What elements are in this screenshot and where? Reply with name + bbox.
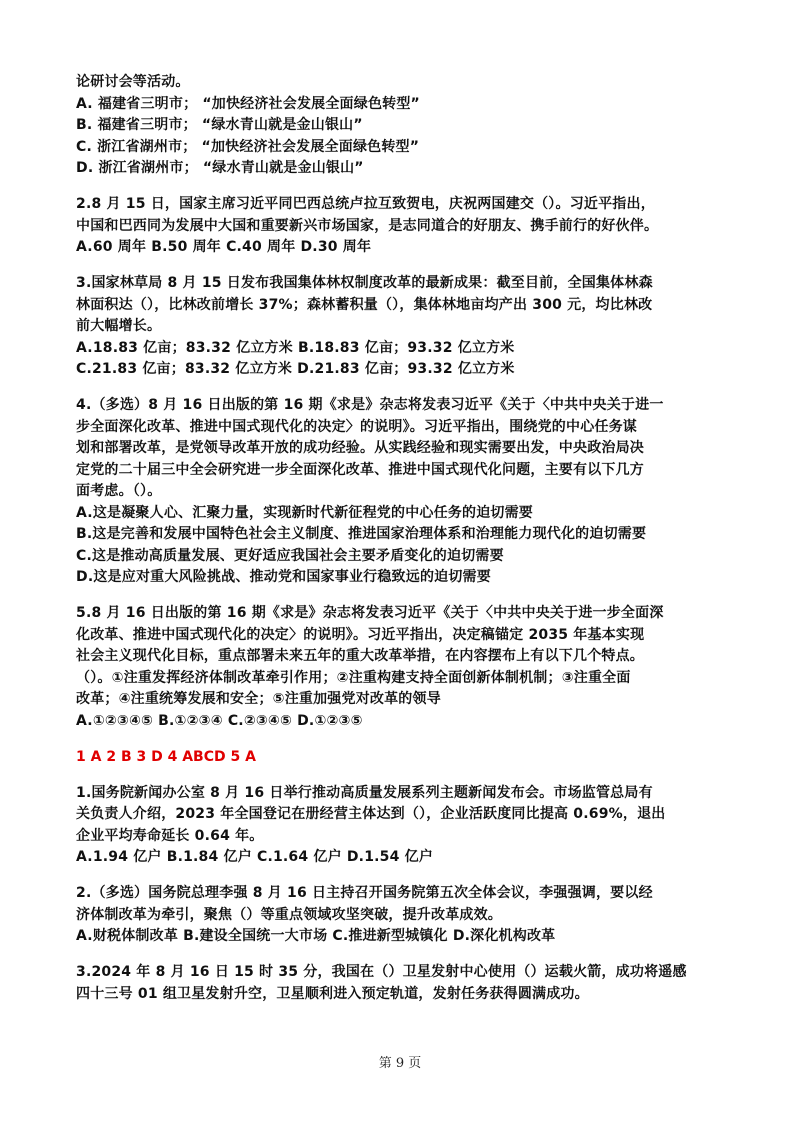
question-block (76, 603, 736, 732)
text-line: 中国和巴西同为发展中大国和重要新兴市场国家，是志同道合的好朋友、携手前行的好伙伴。 (76, 217, 659, 234)
block-spacer (76, 948, 736, 963)
question-block (76, 273, 736, 381)
text-line: 改革；④注重统筹发展和安全；⑤注重加强党对改革的领导 (76, 691, 441, 707)
answer-line: 1 A 2 B 3 D 4 ABCD 5 A (76, 748, 256, 765)
text-line: B.这是完善和发展中国特色社会主义制度、推进国家治理体系和治理能力现代化的迫切需要 (76, 526, 647, 542)
text-line: D. 浙江省湖州市； “绿水青山就是金山银山” (76, 160, 364, 176)
text-line: 1.国务院新闻办公室 8 月 16 日举行推动高质量发展系列主题新闻发布会。市场监管总局有 (76, 784, 653, 801)
page-footer: 第 9 页 (378, 1056, 422, 1071)
text-line: C.21.83 亿亩；83.32 亿立方米 D.21.83 亿亩；93.32 亿立方米 (76, 361, 515, 377)
text-line: A. 福建省三明市； “加快经济社会发展全面绿色转型” (76, 95, 420, 112)
question-block (76, 883, 736, 948)
text-line: A.这是凝聚人心、汇聚力量，实现新时代新征程党的中心任务的迫切需要 (76, 504, 534, 521)
text-line: 2.（多选）国务院总理李强 8 月 16 日主持召开国务院第五次全体会议，李强强调，要以经 (76, 885, 653, 901)
text-line: 定党的二十届三中全会研究进一步全面深化改革、推进中国式现代化问题，主要有以下几方 (76, 461, 644, 478)
text-line: 3.国家林草局 8 月 15 日发布我国集体林权制度改革的最新成果：截至目前，全国集体林森 (76, 275, 653, 291)
text-line: A.18.83 亿亩；83.32 亿立方米 B.18.83 亿亩；93.32 亿立方米 (76, 339, 515, 356)
question-block (76, 194, 736, 259)
text-line: （）。①注重发挥经济体制改革牵引作用；②注重构建支持全面创新体制机制；③注重全面 (76, 669, 631, 686)
answer-key (76, 747, 736, 769)
text-line: 林面积达（），比林改前增长 37%；森林蓄积量（），集体林地亩均产出 300 元，均比林改 (76, 296, 653, 313)
text-line: 划和部署改革，是党领导改革开放的成功经验。从实践经验和现实需要出发，中央政治局决 (76, 440, 644, 456)
block-spacer (76, 732, 736, 747)
text-line: 关负责人介绍，2023 年全国登记在册经营主体达到（），企业活跃度同比提高 0.69%，退出 (76, 806, 666, 822)
text-line: 论研讨会等活动。 (76, 74, 190, 90)
text-line: B. 福建省三明市； “绿水青山就是金山银山” (76, 117, 363, 133)
text-line: 济体制改革为牵引，聚焦（）等重点领域攻坚突破，提升改革成效。 (76, 906, 502, 923)
text-line: 步全面深化改革、推进中国式现代化的决定〉的说明》。习近平指出，围绕党的中心任务谋 (76, 418, 637, 435)
text-line: C. 浙江省湖州市； “加快经济社会发展全面绿色转型” (76, 138, 420, 155)
text-line: A.财税体制改革 B.建设全国统一大市场 C.推进新型城镇化 D.深化机构改革 (76, 928, 556, 944)
text-line: 前大幅增长。 (76, 318, 162, 334)
text-line: C.这是推动高质量发展、更好适应我国社会主要矛盾变化的迫切需要 (76, 547, 504, 564)
text-line: 面考虑。（）。 (76, 483, 162, 499)
text-line: 3.2024 年 8 月 16 日 15 时 35 分，我国在（）卫星发射中心使用（）运载火箭，成功将遥感 (76, 964, 687, 980)
block-spacer (76, 869, 736, 884)
question-block (76, 783, 736, 869)
text-line: 4.（多选）8 月 16 日出版的第 16 期《求是》杂志将发表习近平《关于〈中共中央关于进一 (76, 397, 664, 413)
text-line: 2.8 月 15 日，国家主席习近平同巴西总统卢拉互致贺电，庆祝两国建交（）。习近平指出， (76, 196, 655, 212)
text-block (76, 94, 736, 180)
text-line: A.60 周年 B.50 周年 C.40 周年 D.30 周年 (76, 239, 372, 255)
block-spacer (76, 589, 736, 604)
text-block (76, 72, 736, 94)
block-spacer (76, 259, 736, 274)
text-line: 企业平均寿命延长 0.64 年。 (76, 827, 264, 844)
text-line: A.①②③④⑤ B.①②③④ C.②③④⑤ D.①②③⑤ (76, 712, 363, 729)
block-spacer (76, 381, 736, 396)
block-spacer (76, 768, 736, 783)
text-line: 5.8 月 16 日出版的第 16 期《求是》杂志将发表习近平《关于〈中共中央关于进一步全面深 (76, 605, 664, 621)
block-spacer (76, 180, 736, 195)
text-line: 社会主义现代化目标，重点部署未来五年的重大改革举措，在内容摆布上有以下几个特点。 (76, 648, 644, 664)
document-body (76, 72, 736, 1005)
text-line: D.这是应对重大风险挑战、推动党和国家事业行稳致远的迫切需要 (76, 569, 491, 585)
question-block (76, 962, 736, 1005)
question-block (76, 395, 736, 589)
text-line: A.1.94 亿户 B.1.84 亿户 C.1.64 亿户 D.1.54 亿户 (76, 849, 434, 865)
text-line: 化改革、推进中国式现代化的决定〉的说明》。习近平指出，决定稿锚定 2035 年基本实现 (76, 626, 645, 643)
text-line: 四十三号 01 组卫星发射升空，卫星顺利进入预定轨道，发射任务获得圆满成功。 (76, 985, 589, 1002)
